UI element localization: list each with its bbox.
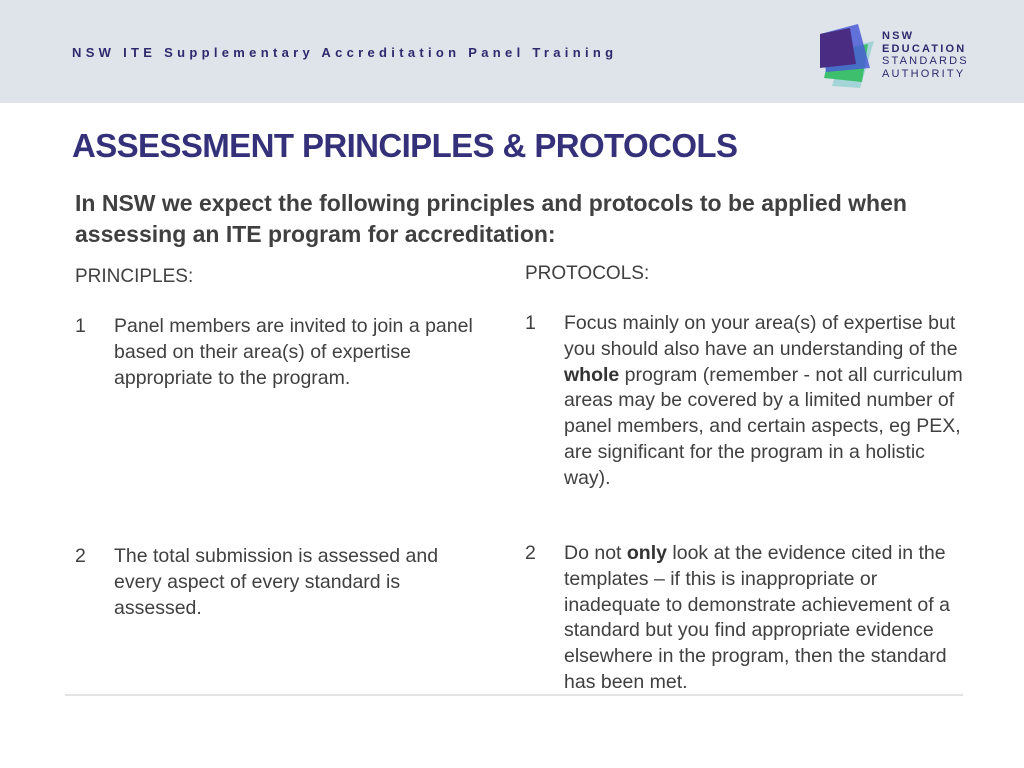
protocols-heading: PROTOCOLS: <box>525 263 650 284</box>
protocol-text-emphasis: whole <box>564 363 620 386</box>
logo-line-standards: STANDARDS <box>882 55 969 68</box>
principles-heading: PRINCIPLES: <box>75 266 194 287</box>
protocol-text-emphasis: only <box>626 542 667 564</box>
logo-line-education: EDUCATION <box>882 42 967 55</box>
slide-title: ASSESSMENT PRINCIPLES & PROTOCOLS <box>72 127 738 164</box>
principle-text: Panel members are invited to join a panel based on their area(s) of expertise appropriate to the program. <box>114 315 473 389</box>
protocol-text-part: Focus mainly on your area(s) of expertise but you should also have an understanding of the <box>564 312 958 360</box>
protocol-text <box>564 311 964 492</box>
principle-text: The total submission is assessed and every aspect of every standard is assessed. <box>114 545 439 619</box>
protocol-number: 2 <box>525 542 536 564</box>
principle-number: 1 <box>75 315 86 337</box>
intro-text: In NSW we expect the following principles and protocols to be applied when assessing an ITE program for accreditation: <box>75 190 907 247</box>
logo-line-authority: AUTHORITY <box>882 67 966 80</box>
protocol-number: 1 <box>525 312 536 334</box>
slide-header <box>0 0 1024 103</box>
protocol-text-part: look at the evidence cited in the templates – if this is inappropriate or inadequate to demonstrate achievement of a standard but you find appropriate evidence elsewhere in the program, then the standard has been met. <box>564 542 950 693</box>
logo-line-nsw: NSW <box>882 30 915 42</box>
nesa-logo <box>818 24 968 90</box>
logo-wordmark <box>882 30 969 80</box>
protocol-text-part: program (remember - not all curriculum areas may be covered by a limited number of panel members, and certain aspects, eg PEX, are significant for the program in a holistic way). <box>564 363 963 489</box>
header-title: NSW ITE Supplementary Accreditation Panel Training <box>72 45 618 60</box>
protocol-text <box>564 541 964 696</box>
nesa-logo-icon <box>818 24 882 90</box>
principle-number: 2 <box>75 545 86 567</box>
protocol-text-part: Do not <box>564 542 627 564</box>
footer-divider <box>65 694 963 696</box>
